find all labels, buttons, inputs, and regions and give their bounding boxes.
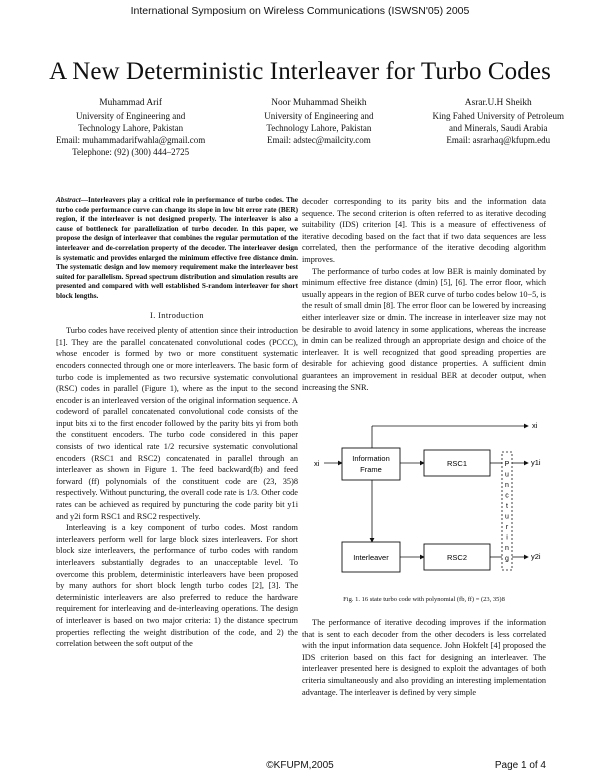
- puncturing-letter: n: [505, 545, 509, 552]
- output-y2-label: y2i: [531, 552, 541, 561]
- puncturing-letter: r: [505, 524, 509, 531]
- puncturing-letter: u: [505, 471, 509, 479]
- author-3: [433, 97, 564, 158]
- information-frame-box: [342, 448, 400, 480]
- puncturing-letter: g: [505, 555, 509, 563]
- box-label: Frame: [360, 465, 382, 474]
- author-name: Muhammad Arif: [99, 98, 162, 108]
- author-email: Email: adstec@mailcity.com: [267, 135, 371, 145]
- author-affiliation: Technology Lahore, Pakistan: [266, 123, 372, 133]
- author-phone: Telephone: (92) (300) 444–2725: [72, 147, 190, 157]
- puncturing-letter: n: [505, 482, 509, 489]
- author-name: Noor Muhammad Sheikh: [271, 98, 367, 108]
- abstract-text: —Interleavers play a critical role in performance of turbo codes. The turbo code performance curve can change its slope in low bit error rate (BER) region, if the interleaver is not designed properly. The interleaver is also a cause of bottleneck for parallelization of turbo decoder. In this paper, we propose the design of interleaver that combines the regular permutation of the interleaver and de-correlation property of the decoder. The interleaver design is systematic and provides enlarged the minimum effective free distance dmin. The systematic design and low memory requirement make the interleaver best suited for parallelism. Spread spectrum distribution and simulation results are presented and compared with well established S-random interleaver for short block lengths.: [56, 196, 298, 300]
- paragraph: The performance of iterative decoding improves if the information that is sent to each decoder from the other decoders is less correlated with the input information data sequence. John Hokfelt [4] proposed the IDS criterion based on this fact for designing an interleaver. The interleaver presented here is designed to exploit the advantages of both criteria simultaneously and also providing an interesting implementation advantage. The interleaver is defined by very simple: [302, 618, 546, 697]
- puncturing-box: [502, 452, 512, 570]
- paragraph: decoder corresponding to its parity bits and the information data sequence. The second criterion is often referred to as iterative decoding suitability (IDS) criterion [4]. This is a measure of effectiveness of iterative decoding based on the fact that if two data sequences are less correlated, then the performance of the iterative decoding algorithm improves.: [302, 197, 546, 264]
- paragraph: Interleaving is a key component of turbo codes. Most random interleavers perform well for large block sizes interleavers. For short block size interleavers, the performance of turbo codes with random interleavers substantially degrades to an unacceptable level. To overcome this problem, deterministic interleavers have been proposed by many authors for short block length turbo codes [2], [3]. The deterministic interleavers are also preferred to reduce the hardware requirement for interleaving and de-interleaving operations. The design of interleaver is based on two major criteria: 1) the distance spectrum properties reflecting the weight distribution of the code, and 2) the correlation between the soft output of the: [56, 523, 298, 649]
- left-column: [56, 196, 298, 650]
- puncturing-letter: P: [504, 461, 510, 468]
- author-email: Email: muhammadarifwahla@gmail.com: [56, 135, 206, 145]
- author-affiliation: King Fahed University of Petroleum: [432, 111, 564, 121]
- right-column-continued: [302, 617, 546, 698]
- author-affiliation: University of Engineering and: [76, 111, 186, 121]
- author-1: [56, 97, 205, 158]
- abstract: [56, 196, 298, 302]
- section-heading: I. Introduction: [150, 310, 204, 320]
- conference-header: International Symposium on Wireless Communications (ISWSN'05) 2005: [130, 5, 470, 17]
- author-affiliation: Technology Lahore, Pakistan: [78, 123, 184, 133]
- paper-title: A New Deterministic Interleaver for Turbo Codes: [49, 58, 551, 85]
- output-y1-label: y1i: [531, 458, 541, 467]
- box-label: Information: [352, 454, 390, 463]
- box-label: RSC2: [446, 553, 468, 562]
- box-label: Interleaver: [353, 553, 389, 562]
- footer-page-number: Page 1 of 4: [494, 760, 546, 771]
- figure-caption: Fig. 1. 16 state turbo code with polynomial (fb, ff) = (23, 35)8: [343, 596, 505, 603]
- author-block: [56, 97, 564, 158]
- puncturing-letter: u: [505, 513, 509, 521]
- puncturing-letter: i: [506, 534, 508, 542]
- box-label: RSC1: [446, 459, 468, 468]
- paragraph: The performance of turbo codes at low BER is mainly dominated by minimum effective free distance (dmin) [5], [6]. The error floor, which usually appears in the region of BER curve of turbo codes below 10−5, is the result of small dmin [8]. The error floor can be lowered by increasing either interleaver size or dmin. The increase in interleaver size may not be desirable to avoid latency in some applications, whereas the increase in dmin can be realized through an appropriate design and choice of the interleaver. It is well recognized that good spreading properties are desirable for achieving good distance properties. A sufficient dmin guarantees an improvement in residual BER at decoder output, when increasing the SNR.: [302, 266, 546, 392]
- author-name: Asrar.U.H Sheikh: [464, 98, 532, 108]
- author-2: [264, 97, 373, 158]
- encoder-diagram: [302, 390, 546, 595]
- right-column: [302, 196, 546, 393]
- output-x-label: xi: [532, 421, 538, 430]
- abstract-label: Abstract: [56, 196, 81, 204]
- turbo-encoder-figure: [302, 390, 546, 595]
- author-affiliation: and Minerals, Saudi Arabia: [449, 123, 548, 133]
- puncturing-letter: c: [505, 492, 509, 500]
- input-label: xi: [314, 459, 320, 468]
- author-email: Email: asrarhaq@kfupm.edu: [446, 135, 551, 145]
- author-affiliation: University of Engineering and: [264, 111, 374, 121]
- paragraph: Turbo codes have received plenty of attention since their introduction [1]. They are the parallel concatenated convolutional codes (PCCC), whose encoder is formed by two or more constituent systematic encoders connected through one or more interleavers. The basic form of turbo code is implemented as two recursive systematic convolutional (RSC) codes in parallel (Figure 1), where as the input to the second encoder is an interleaved version of the original information sequence. A codeword of parallel concatenated convolutional code consists of the input bits xi to the first encoder followed by the parity bits yi from both the constituent encoders. The turbo code considered in this paper consists of two identical rate 1/2 recursive systematic convolutional encoders (RSC1 and RSC2) concatenated in parallel through an interleaver as shown in Figure 1. The feed backward(fb) and feed forward (ff) polynomials of the constituent code are (23, 35)8 respectively. Without puncturing, the overall code rate is 1/3. Other code rates can be achieved as required by puncturing the code parity bit y1i and y2i form RSC1 and RSC2 respectively.: [56, 326, 298, 521]
- puncturing-letter: t: [506, 503, 508, 510]
- footer-copyright: ©KFUPM,2005: [266, 760, 334, 771]
